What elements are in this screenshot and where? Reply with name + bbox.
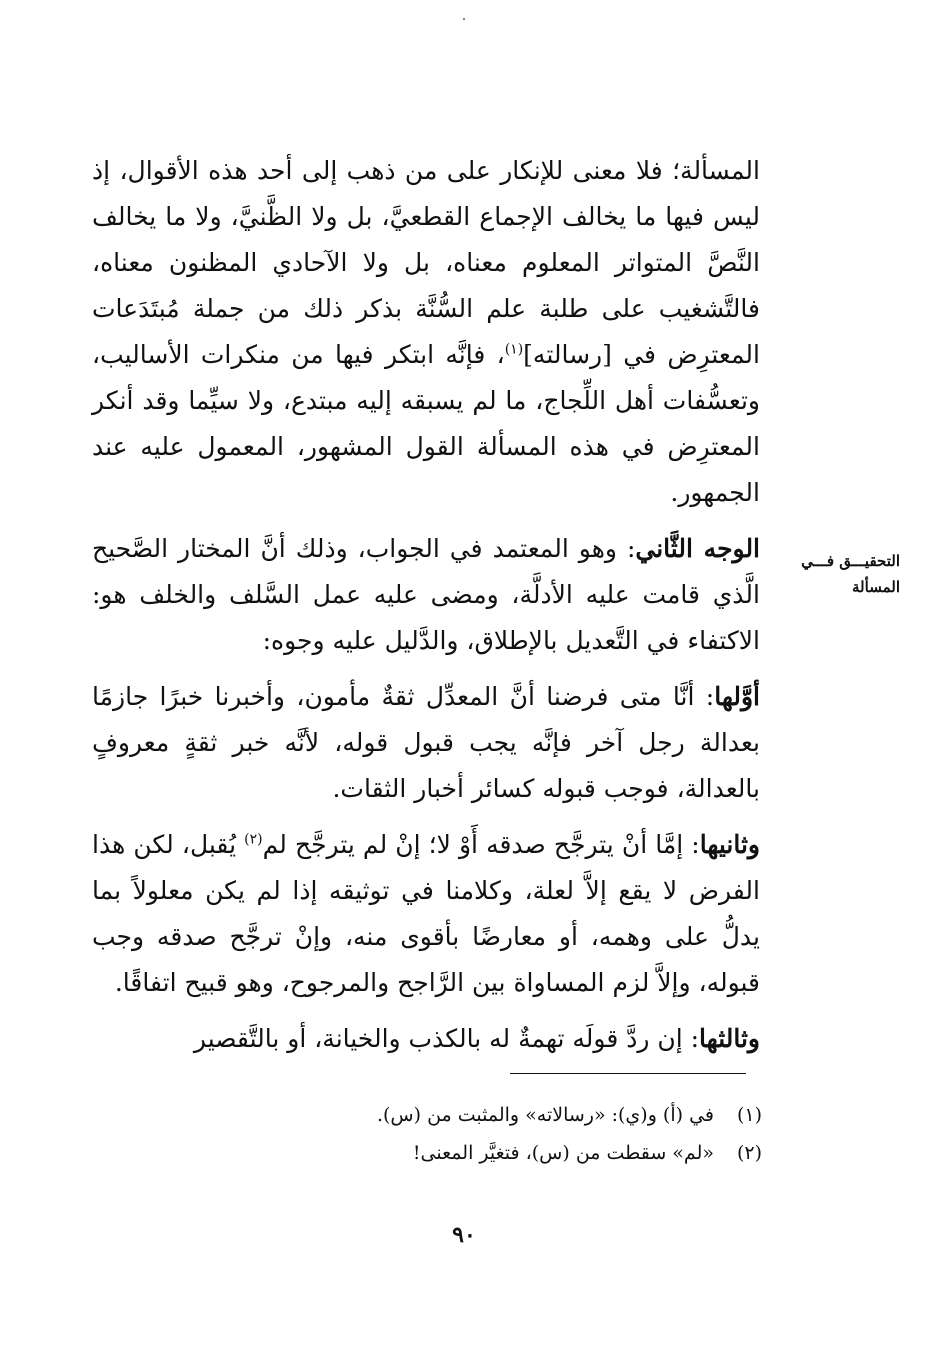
paragraph-5-lead: وثالثها [699,1024,760,1053]
footnote-1-text: في (أ) و(ي): «رسالاته» والمثبت من (س). [376,1104,714,1126]
margin-side-note: التحقيـــق فـــي المسألة [801,552,900,596]
footnote-divider [510,1073,746,1074]
paragraph-5-text: : إن ردَّ قولَه تهمةٌ له بالكذب والخيانة، أو بالتَّقصير [193,1024,700,1053]
footnote-ref-2[interactable]: (٢) [244,831,263,848]
footnote-2 [300,1134,762,1172]
paragraph-3 [92,674,760,812]
paragraph-4-lead: وثانيها [699,830,761,859]
paragraph-1-continuation: ، فإنَّه ابتكر فيها من منكرات الأساليب، وتعسُّفات أهل اللِّجاج، ما لم يسبقه إليه مبتدع، ولا سيِّما وقد أنكر المعترِض في هذه المسألة القول المشهور، المعمول عليه عند الجمهور. [92,340,760,507]
paragraph-5 [92,1016,760,1062]
paragraph-3-text: : أنَّا متى فرضنا أنَّ المعدِّل ثقةٌ مأمون، وأخبرنا خبرًا جازمًا بعدالة رجل آخر فإنَّه يجب قبول قوله، لأنَّه خبر ثقةٍ معروفٍ بالعدالة، فوجب قبوله كسائر أخبار الثقات. [92,682,760,803]
paragraph-1-text: المسألة؛ فلا معنى للإنكار على من ذهب إلى أحد هذه الأقوال، إذ ليس فيها ما يخالف الإجماع القطعيَّ، بل ولا الظَّنيَّ، ولا ما يخالف النَّصَّ المتواتر المعلوم معناه، بل ولا الآحادي المظنون معناه، فالتَّشغيب على طلبة علم السُّنَّة بذكر ذلك من جملة مُبتَدَعات المعترِض في [رسالته] [92,156,760,369]
main-text-block [92,148,760,1072]
footnote-2-number: (٢) [736,1142,762,1164]
paragraph-4 [92,822,760,1006]
paragraph-2-text: : وهو المعتمد في الجواب، وذلك أنَّ المختار الصَّحيح الَّذي قامت عليه الأدلَّة، ومضى عليه عمل السَّلف والخلف هو: الاكتفاء في التَّعديل بالإطلاق، والدَّليل عليه وجوه: [92,534,760,655]
paragraph-3-lead: أوَّلها [714,682,760,711]
page-top-mark [463,18,465,20]
footnote-1-number: (١) [736,1104,762,1126]
footnote-ref-1[interactable]: (١) [504,341,524,358]
footnote-2-text: «لم» سقطت من (س)، فتغيَّر المعنى! [412,1142,714,1164]
paragraph-4-continuation: يُقبل، لكن هذا الفرض لا يقع إلاَّ لعلة، وكلامنا في توثيقه إذا لم يكن معلولاً بما يدلُّ على وهمه، أو معارضًا بأقوى منه، وإنْ ترجَّح صدقه وجب قبوله، وإلاَّ لزم المساواة بين الرَّاجح والمرجوح، وهو قبيح اتفاقًا. [92,830,760,997]
paragraph-4-text: : إمَّا أنْ يترجَّح صدقه أَوْ لا؛ إنْ لم يترجَّح لم [262,830,700,859]
paragraph-1 [92,148,760,516]
footnote-1 [300,1096,762,1134]
paragraph-2-lead: الوجه الثَّاني [635,534,761,563]
paragraph-2 [92,526,760,664]
page-number: ٩٠ [452,1222,476,1248]
footnotes [300,1096,762,1172]
